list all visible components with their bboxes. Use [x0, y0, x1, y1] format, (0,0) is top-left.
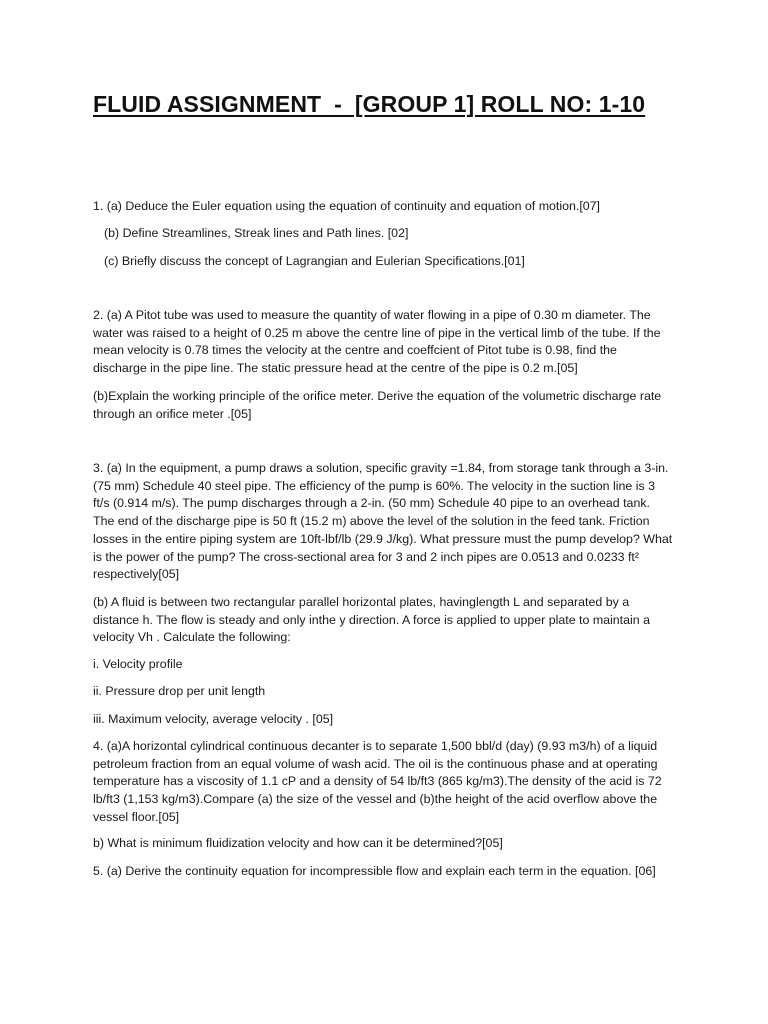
question-3b: (b) A fluid is between two rectangular parallel horizontal plates, havinglength L and separated by a distance h. The flow is steady and only inthe y direction. A force is applied to upper plate to maintain a velocity Vh . Calculate the following: — [93, 595, 650, 645]
question-4b: b) What is minimum fluidization velocity and how can it be determined?[05] — [93, 836, 503, 850]
question-1c: (c) Briefly discuss the concept of Lagrangian and Eulerian Specifications.[01] — [104, 254, 525, 268]
question-3b-item-ii: ii. Pressure drop per unit length — [93, 684, 266, 698]
document-title: FLUID ASSIGNMENT - [GROUP 1] ROLL NO: 1-10 — [93, 91, 646, 117]
question-5a: 5. (a) Derive the continuity equation for incompressible flow and explain each term in the equation. [06] — [93, 864, 656, 878]
question-3a: 3. (a) In the equipment, a pump draws a solution, specific gravity =1.84, from storage tank through a 3-in. (75 mm) Schedule 40 steel pipe. The efficiency of the pump is 60%. The velocity in the suction line is 3 ft/s (0.914 m/s). The pump discharges through a 2-in. (50 mm) Schedule 40 pipe to an overhead tank. The end of the discharge pipe is 50 ft (15.2 m) above the level of the solution in the feed tank. Friction losses in the entire piping system are 10ft-lbf/lb (29.9 J/kg). What pressure must the pump develop? What is the power of the pump? The cross-sectional area for 3 and 2 inch pipes are 0.0513 and 0.0233 ft² respectively[05] — [93, 461, 673, 582]
question-3b-item-i: i. Velocity profile — [93, 657, 183, 671]
question-1b: (b) Define Streamlines, Streak lines and Path lines. [02] — [104, 226, 409, 240]
question-2b: (b)Explain the working principle of the orifice meter. Derive the equation of the volumetric discharge rate through an orifice meter .[05] — [93, 389, 662, 421]
question-2a: 2. (a) A Pitot tube was used to measure the quantity of water flowing in a pipe of 0.30 m diameter. The water was raised to a height of 0.25 m above the centre line of pipe in the vertical limb of the tube. If the mean velocity is 0.78 times the velocity at the centre and coeffcient of Pitot tube is 0.98, find the discharge in the pipe line. The static pressure head at the centre of the pipe is 0.2 m.[05] — [93, 308, 661, 376]
question-4a: 4. (a)A horizontal cylindrical continuous decanter is to separate 1,500 bbl/d (day) (9.93 m3/h) of a liquid petroleum fraction from an equal volume of wash acid. The oil is the continuous phase and at operating temperature has a viscosity of 1.1 cP and a density of 54 lb/ft3 (865 kg/m3).The density of the acid is 72 lb/ft3 (1,153 kg/m3).Compare (a) the size of the vessel and (b)the height of the acid overflow above the vessel floor.[05] — [93, 739, 662, 824]
question-1a: 1. (a) Deduce the Euler equation using the equation of continuity and equation of motion.[07] — [93, 199, 600, 213]
question-3b-item-iii: iii. Maximum velocity, average velocity . [05] — [93, 712, 334, 726]
